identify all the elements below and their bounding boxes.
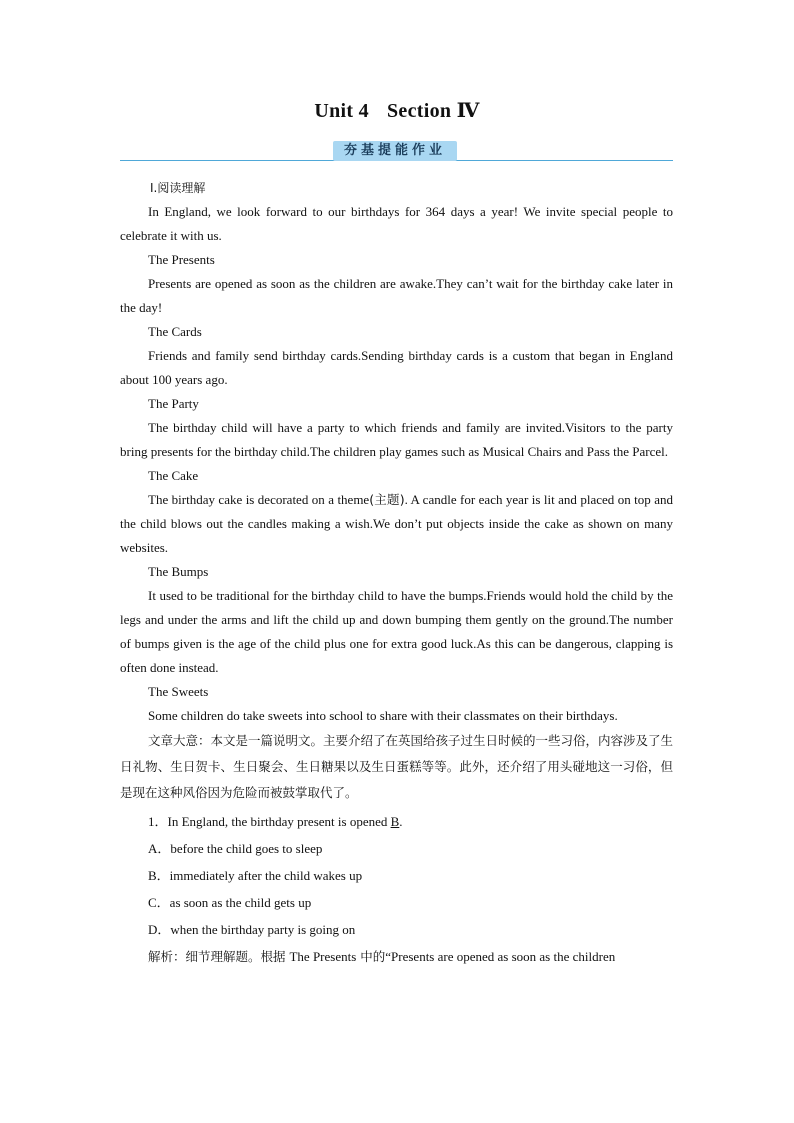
analysis-label: 解析：细节理解题。根据 bbox=[148, 949, 290, 964]
question-1-option-d: D．when the birthday party is going on bbox=[148, 922, 356, 937]
analysis-ref: The Presents bbox=[289, 949, 357, 964]
text-presents: Presents are opened as soon as the children are awake.They can’t wait for the birthday cake later in the day! bbox=[120, 276, 673, 315]
question-1-option-b: B．immediately after the child wakes up bbox=[148, 868, 363, 883]
title-section: Section Ⅳ bbox=[386, 100, 480, 122]
heading-cards: The Cards bbox=[148, 324, 202, 339]
page-title bbox=[0, 98, 794, 123]
question-1-stem bbox=[120, 808, 673, 835]
text-cards: Friends and family send birthday cards.Sending birthday cards is a custom that began in England about 100 years ago. bbox=[120, 348, 673, 387]
text-cake bbox=[120, 488, 673, 560]
text-party: The birthday child will have a party to which friends and family are invited.Visitors to the party bring presents for the birthday child.The children play games such as Musical Chairs and Pass the Parcel. bbox=[120, 420, 673, 459]
section-label: Ⅰ.阅读理解 bbox=[150, 181, 206, 195]
heading-presents: The Presents bbox=[148, 252, 215, 267]
text-bumps: It used to be traditional for the birthday child to have the bumps.Friends would hold the child by the legs and under the arms and lift the child up and down bumping them gently on the ground.The number of bumps given is the age of the child plus one for extra good luck.As this can be dangerous, clapping is often done instead. bbox=[120, 588, 673, 675]
exercise-banner: 夯基提能作业 bbox=[333, 141, 457, 161]
text-sweets: Some children do take sweets into school to share with their classmates on their birthdays. bbox=[148, 708, 618, 723]
analysis-quote: “Presents are opened as soon as the children bbox=[385, 949, 616, 964]
question-1-option-c: C．as soon as the child gets up bbox=[148, 895, 312, 910]
question-1-end: . bbox=[399, 814, 403, 829]
cake-text-b: . A candle for each year is lit and placed on top and the child blows out the candles making a wish.We don’t put objects inside the cake as shown on many websites. bbox=[120, 492, 673, 555]
analysis-mid: 中的 bbox=[356, 949, 386, 964]
article-summary: 文章大意：本文是一篇说明文。主要介绍了在英国给孩子过生日时候的一些习俗，内容涉及了生日礼物、生日贺卡、生日聚会、生日糖果以及生日蛋糕等等。此外，还介绍了用头碰地这一习俗，但是现在这种风俗因为危险而被鼓掌取代了。 bbox=[120, 733, 674, 800]
question-1-answer: B bbox=[390, 814, 400, 829]
cake-text-a: The birthday cake is decorated on a theme bbox=[148, 492, 370, 507]
question-1-text: 1．In England, the birthday present is opened bbox=[148, 814, 391, 829]
question-1-option-a: A．before the child goes to sleep bbox=[148, 841, 323, 856]
heading-cake: The Cake bbox=[148, 468, 199, 483]
passage-intro: In England, we look forward to our birthdays for 364 days a year! We invite special people to celebrate it with us. bbox=[120, 204, 673, 243]
cake-note: (主题) bbox=[369, 492, 405, 507]
title-unit: Unit 4 bbox=[314, 100, 369, 122]
question-1-analysis bbox=[120, 943, 673, 970]
content-body bbox=[120, 176, 673, 970]
heading-party: The Party bbox=[148, 396, 199, 411]
heading-sweets: The Sweets bbox=[148, 684, 209, 699]
heading-bumps: The Bumps bbox=[148, 564, 209, 579]
